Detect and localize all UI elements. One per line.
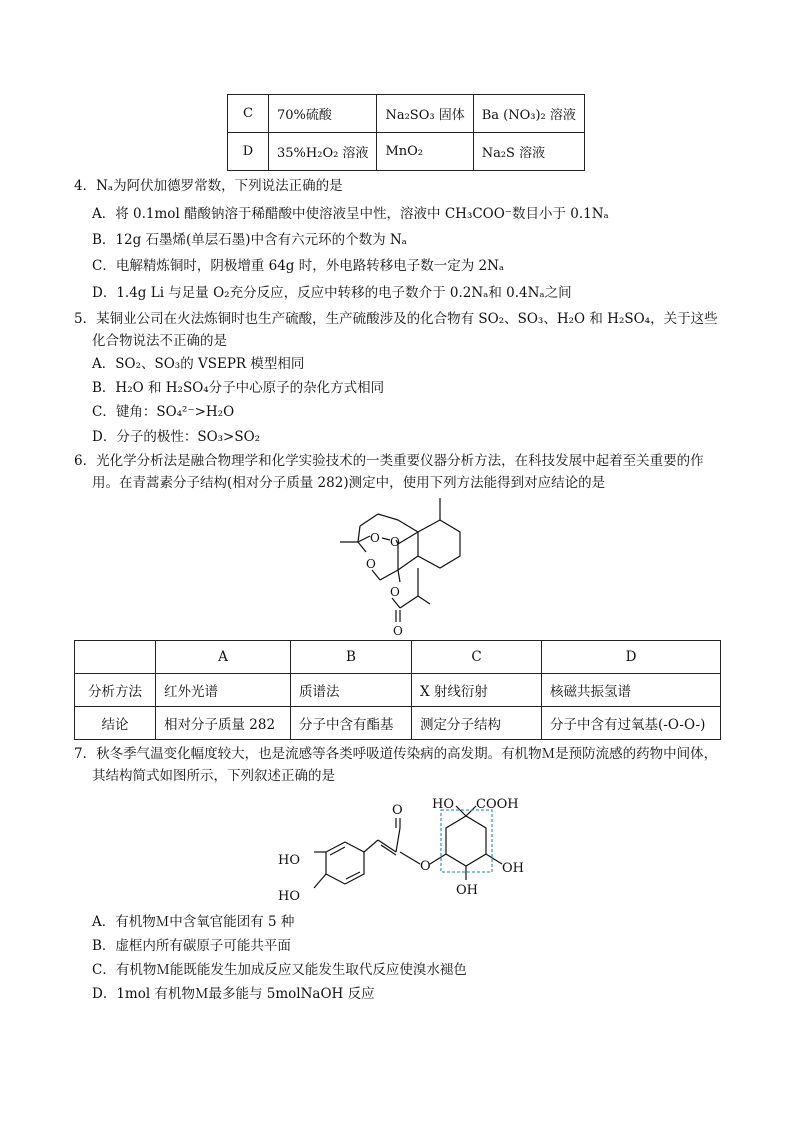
question-4-option-c: C．电解精炼铜时，阴极增重 64g 时，外电路转移电子数一定为 2Nₐ: [92, 258, 505, 274]
table-cell: X 射线衍射: [412, 674, 542, 707]
table-cell: 质谱法: [291, 674, 412, 707]
hydroxyl-label: HO: [432, 797, 454, 812]
oxygen-label: O: [390, 535, 400, 549]
table-cell: Na₂SO₃ 固体: [377, 95, 473, 133]
table-header-c: C: [412, 641, 542, 674]
carboxyl-label: COOH: [476, 797, 519, 812]
question-7-option-c: C．有机物Ｍ能既能发生加成反应又能发生取代反应使溴水褪色: [92, 962, 467, 978]
table-row: [228, 133, 585, 171]
question-4-option-d: D．1.4g Li 与足量 O₂充分反应，反应中转移的电子数介于 0.2Nₐ和 0.4Nₐ之间: [92, 285, 572, 301]
dashed-frame: [441, 810, 492, 872]
hydroxyl-label: HO: [278, 853, 300, 868]
question-7-option-d: D．1mol 有机物Ｍ最多能与 5molNaOH 反应: [92, 986, 375, 1002]
table-cell: 分析方法: [75, 674, 156, 707]
table-cell: 相对分子质量 282: [156, 707, 291, 740]
question-4-stem: 4．Nₐ为阿伏加德罗常数，下列说法正确的是: [74, 178, 343, 194]
oxygen-label: O: [370, 531, 380, 545]
question-5-stem-cont: 化合物说法不正确的是: [92, 333, 227, 349]
table-cell: D: [228, 133, 269, 171]
hydroxyl-label: OH: [456, 883, 478, 898]
question-4-option-a: A．将 0.1mol 醋酸钠溶于稀醋酸中使溶液呈中性，溶液中 CH₃COO⁻数目小于 0.1Nₐ: [92, 206, 609, 222]
question-7-option-b: B．虚框内所有碳原子可能共平面: [92, 938, 291, 954]
table-cell: Na₂S 溶液: [473, 133, 584, 171]
table-cell: C: [228, 95, 269, 133]
table-cell: 结论: [75, 707, 156, 740]
table-row: [228, 95, 585, 133]
hydroxyl-label: OH: [502, 861, 524, 876]
question-5-option-d: D．分子的极性：SO₃>SO₂: [92, 429, 261, 445]
table-row: [75, 707, 721, 740]
table-cell: Ba (NO₃)₂ 溶液: [473, 95, 584, 133]
table-row: [75, 674, 721, 707]
analysis-method-table: [74, 640, 721, 740]
oxygen-label: O: [390, 585, 400, 599]
hydroxyl-label: HO: [278, 889, 300, 904]
reagent-table: [227, 94, 585, 171]
question-5-option-c: C．键角：SO₄²⁻>H₂O: [92, 404, 235, 420]
question-4-option-b: B．12g 石墨烯(单层石墨)中含有六元环的个数为 Nₐ: [92, 232, 407, 248]
oxygen-label: O: [393, 624, 403, 638]
table-header-b: B: [291, 641, 412, 674]
table-header-a: A: [156, 641, 291, 674]
table-cell: 分子中含有过氧基(-O-O-): [542, 707, 721, 740]
question-7-stem-cont: 其结构简式如图所示，下列叙述正确的是: [92, 768, 335, 784]
question-6-stem: 6．光化学分析法是融合物理学和化学实验技术的一类重要仪器分析方法，在科技发展中起着至关重要的作: [74, 453, 704, 469]
artemisinin-structure: [330, 492, 480, 640]
question-5-option-b: B．H₂O 和 H₂SO₄分子中心原子的杂化方式相同: [92, 380, 385, 396]
table-cell: 35%H₂O₂ 溶液: [269, 133, 377, 171]
question-7-stem: 7．秋冬季气温变化幅度较大，也是流感等各类呼吸道传染病的高发期。有机物Ｍ是预防流感的药物中间体，: [74, 746, 718, 762]
table-cell: MnO₂: [377, 133, 473, 171]
table-cell: 70%硫酸: [269, 95, 377, 133]
table-cell: [75, 641, 156, 674]
table-header-d: D: [542, 641, 721, 674]
question-5-stem: 5．某铜业公司在火法炼铜时也生产硫酸，生产硫酸涉及的化合物有 SO₂、SO₃、H₂O 和 H₂SO₄，关于这些: [74, 311, 718, 327]
table-cell: 分子中含有酯基: [291, 707, 412, 740]
carbonyl-oxygen-label: O: [392, 803, 403, 818]
question-5-option-a: A．SO₂、SO₃的 VSEPR 模型相同: [92, 356, 305, 372]
oxygen-label: O: [366, 557, 376, 571]
table-row: [75, 641, 721, 674]
table-cell: 测定分子结构: [412, 707, 542, 740]
table-cell: 红外光谱: [156, 674, 291, 707]
question-6-stem-cont: 用。在青蒿素分子结构(相对分子质量 282)测定中，使用下列方法能得到对应结论的是: [92, 475, 606, 491]
compound-m-structure: [270, 790, 540, 908]
question-7-option-a: A．有机物Ｍ中含氧官能团有 5 种: [92, 914, 295, 930]
ester-oxygen-label: O: [420, 859, 431, 874]
table-cell: 核磁共振氢谱: [542, 674, 721, 707]
